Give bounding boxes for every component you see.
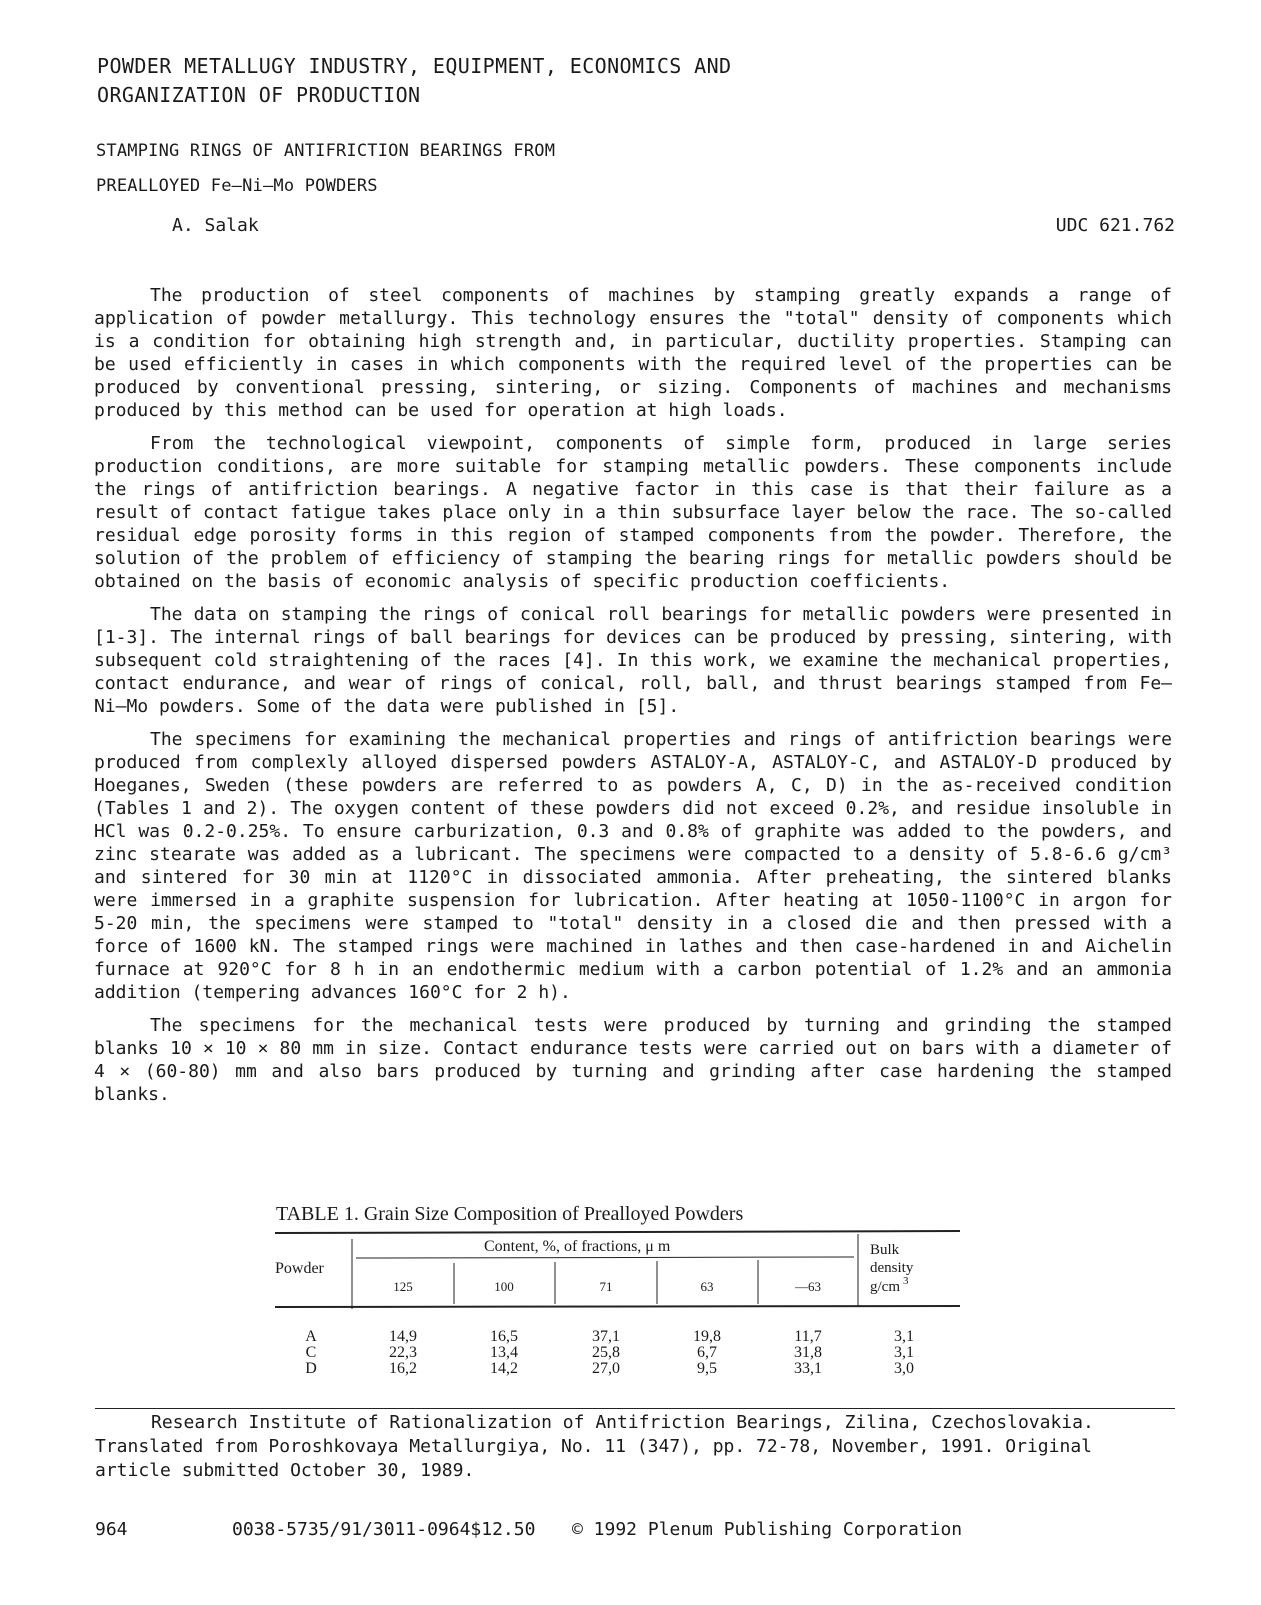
cell-value: 27,0 [592,1360,620,1377]
cell-value: 6,7 [697,1344,717,1361]
article-body [94,284,1172,1116]
cell-value: 13,4 [490,1344,518,1361]
footnote [95,1408,1175,1483]
paragraph: The production of steel components of machines by stamping greatly expands a range of application of powder metallurgy. This technology ensures the "total" density of components which is a condition for obtaining high strength and, in particular, ductility properties. Stamping can be used efficiently in cases in which components with the required level of the properties can be produced by conventional pressing, sintering, or sizing. Components of machines and mechanisms produced by this method can be used for operation at high loads. [94,285,1172,421]
page-number: 964 [95,1519,128,1540]
cell-bulk-density: 3,0 [894,1360,914,1377]
cell-value: 25,8 [592,1344,620,1361]
cell-powder: A [305,1328,317,1345]
header-bulk-2: density [870,1260,914,1276]
author: A. Salak [172,215,259,236]
footnote-text: Research Institute of Rationalization of Antifriction Bearings, Zilina, Czechoslovakia. Translated from Poroshkovaya Metallurgiya, No. 11 (347), pp. 72-78, November, 1991. Original article submitted October 30, 1989. [95,1412,1094,1481]
table-rows [305,1328,914,1377]
section-heading-line-1: POWDER METALLUGY INDUSTRY, EQUIPMENT, ECONOMICS AND [97,54,732,78]
paragraph: The data on stamping the rings of conical roll bearings for metallic powders were presented in [1-3]. The internal rings of ball bearings for devices can be produced by pressing, sintering, with subsequent cold straightening of the races [4]. In this work, we examine the mechanical properties, contact endurance, and wear of rings of conical, roll, ball, and thrust bearings stamped from Fe–Ni–Mo powders. Some of the data were published in [5]. [94,604,1172,717]
cell-value: 19,8 [693,1328,721,1345]
fraction-header: 125 [393,1279,413,1294]
article-title [96,134,796,204]
paragraph: The specimens for examining the mechanical properties and rings of antifriction bearings were produced from complexly alloyed dispersed powders ASTALOY-A, ASTALOY-C, and ASTALOY-D produced by Hoeganes, Sweden (these powders are referred to as powders A, C, D) in the as-received condition (Tables 1 and 2). The oxygen content of these powders did not exceed 0.2%, and residue insoluble in HCl was 0.2-0.25%. To ensure carburization, 0.3 and 0.8% of graphite was added to the powders, and zinc stearate was added as a lubricant. The specimens were compacted to a density of 5.8-6.6 g/cm³ and sintered for 30 min at 1120°C in dissociated ammonia. After preheating, the sintered blanks were immersed in a graphite suspension for lubrication. After heating at 1050-1100°C in argon for 5-20 min, the specimens were stamped to "total" density in a closed die and then pressed with a force of 1600 kN. The stamped rings were machined in lathes and then case-hardened in and Aichelin furnace at 920°C for 8 h in an endothermic medium with a carbon potential of 1.2% and an ammonia addition (tempering advances 160°C for 2 h). [94,729,1172,1003]
fraction-header: —63 [795,1279,821,1294]
fraction-header: 71 [599,1279,613,1294]
cell-value: 16,2 [389,1360,417,1377]
cell-bulk-density: 3,1 [894,1344,914,1361]
article-title-line-1: STAMPING RINGS OF ANTIFRICTION BEARINGS FROM [96,141,556,161]
cell-value: 37,1 [592,1328,620,1345]
fraction-header: 100 [494,1279,514,1294]
header-bulk-3 [870,1275,909,1295]
paragraph: From the technological viewpoint, components of simple form, produced in large series production conditions, are more suitable for stamping metallic powders. These components include the rings of antifriction bearings. A negative factor in this case is that their failure as a result of contact fatigue takes place only in a thin subsurface layer below the race. The so-called residual edge porosity forms in this region of stamped components from the powder. Therefore, the solution of the problem of efficiency of stamping the bearing rings for metallic powders should be obtained on the basis of economic analysis of specific production coefficients. [94,433,1172,592]
cell-powder: D [305,1360,317,1377]
cell-value: 33,1 [794,1360,822,1377]
table-1 [270,1228,970,1383]
cell-value: 9,5 [697,1360,717,1377]
cell-value: 31,8 [794,1344,822,1361]
cell-value: 14,9 [389,1328,417,1345]
table-top-rule [275,1231,960,1233]
paragraph: The specimens for the mechanical tests were produced by turning and grinding the stamped blanks 10 × 10 × 80 mm in size. Contact endurance tests were carried out on bars with a diameter of 4 × (60-80) mm and also bars produced by turning and grinding after case hardening the stamped blanks. [94,1015,1172,1105]
section-heading-line-2: ORGANIZATION OF PRODUCTION [97,83,421,107]
table-header-rule [275,1306,960,1307]
table-caption: TABLE 1. Grain Size Composition of Prealloyed Powders [276,1203,744,1225]
article-code: 0038-5735/91/3011-0964$12.50 [232,1519,536,1540]
udc-code: UDC 621.762 [1055,215,1175,236]
table-row [305,1360,914,1377]
header-bulk-1: Bulk [870,1242,900,1258]
table-row [306,1344,914,1361]
cell-value: 22,3 [389,1344,417,1361]
cell-bulk-density: 3,1 [894,1328,914,1345]
cell-powder: C [305,1344,317,1361]
cell-value: 11,7 [794,1328,822,1345]
copyright: © 1992 Plenum Publishing Corporation [572,1519,963,1540]
header-content: Content, %, of fractions, μ m [484,1238,671,1255]
table-subheader-rule [356,1257,854,1258]
table-row [305,1328,914,1345]
section-heading [97,52,897,110]
fraction-headers [393,1279,821,1294]
header-bulk-sup: 3 [903,1275,909,1287]
cell-value: 14,2 [490,1360,518,1377]
header-bulk-unit: g/cm [870,1279,900,1295]
cell-value: 16,5 [490,1328,518,1345]
article-title-line-2: PREALLOYED Fe–Ni–Mo POWDERS [96,176,378,196]
header-powder: Powder [275,1260,324,1277]
fraction-header: 63 [700,1279,714,1294]
